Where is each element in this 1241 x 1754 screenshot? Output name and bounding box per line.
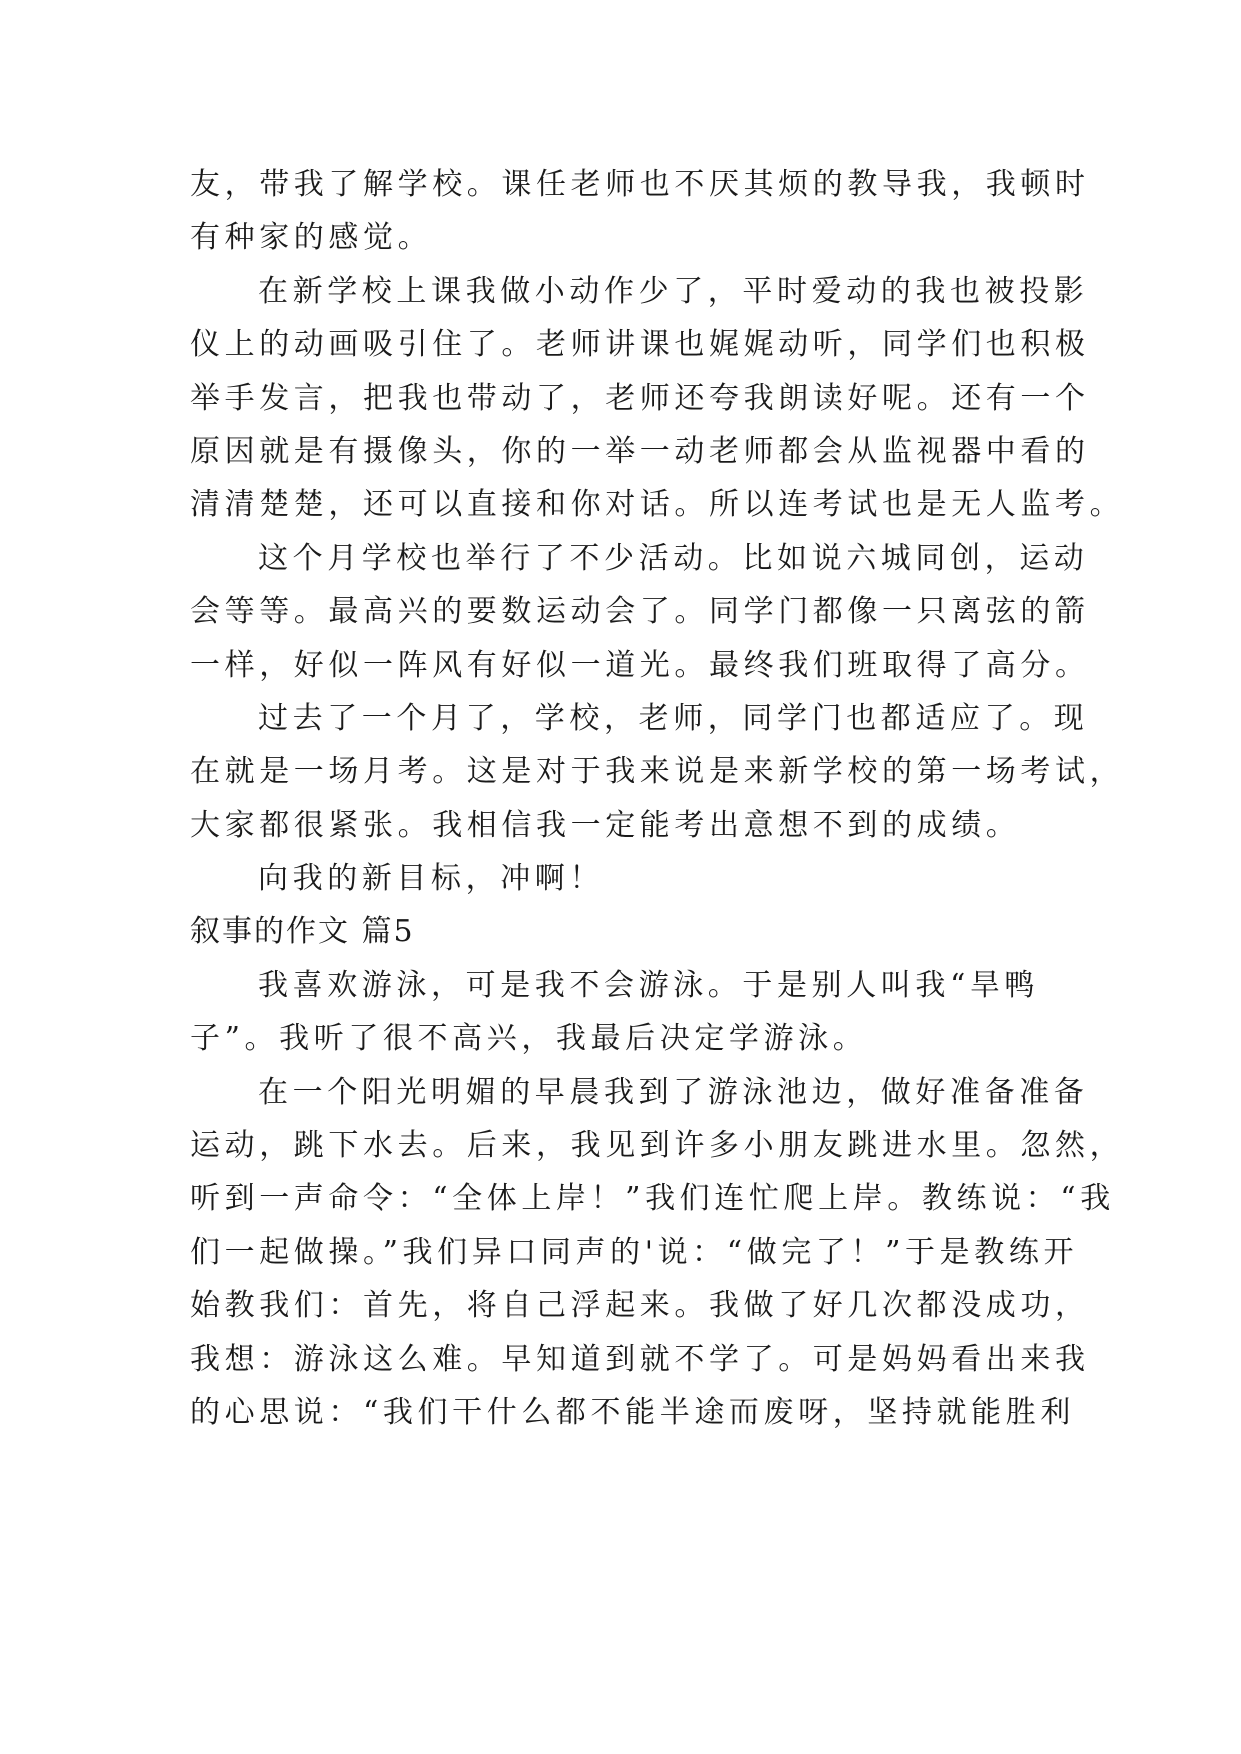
text-line: 会等等。最高兴的要数运动会了。同学门都像一只离弦的箭: [190, 594, 1090, 630]
section-heading: 叙事的作文 篇5: [190, 914, 415, 950]
text-line: 一样，好似一阵风有好似一道光。最终我们班取得了高分。: [190, 647, 1090, 683]
text-line: 们一起做操。”我们异口同声的'说：“做完了！”于是教练开: [190, 1234, 1079, 1270]
text-line: 举手发言，把我也带动了，老师还夸我朗读好呢。还有一个: [190, 380, 1090, 416]
text-line: 原因就是有摄像头，你的一举一动老师都会从监视器中看的: [190, 433, 1090, 469]
text-line: 友，带我了解学校。课任老师也不厌其烦的教导我，我顿时: [190, 167, 1090, 202]
text-line: 我想：游泳这么难。早知道到就不学了。可是妈妈看出来我: [190, 1341, 1090, 1377]
text-line: 子”。我听了很不高兴，我最后决定学游泳。: [190, 1021, 868, 1057]
document-body: [190, 158, 1125, 1439]
text-line: 大家都很紧张。我相信我一定能考出意想不到的成绩。: [190, 807, 1021, 843]
text-line: 我喜欢游泳，可是我不会游泳。于是别人叫我“旱鸭: [258, 967, 1040, 1003]
text-line: 这个月学校也举行了不少活动。比如说六城同创，运动: [258, 540, 1089, 576]
text-line: 听到一声命令：“全体上岸！”我们连忙爬上岸。教练说：“我: [190, 1181, 1115, 1217]
text-line: 在一个阳光明媚的早晨我到了游泳池边，做好准备准备: [258, 1074, 1089, 1110]
text-line: 过去了一个月了，学校，老师，同学门也都适应了。现: [258, 700, 1089, 736]
text-line: 始教我们：首先，将自己浮起来。我做了好几次都没成功，: [190, 1288, 1090, 1324]
text-line: 运动，跳下水去。后来，我见到许多小朋友跳进水里。忽然，: [190, 1128, 1125, 1164]
text-line: 有种家的感觉。: [190, 220, 433, 256]
text-line: 的心思说：“我们干什么都不能半途而废呀，坚持就能胜利: [190, 1394, 1075, 1430]
text-line: 向我的新目标，冲啊！: [258, 861, 604, 897]
text-line: 在就是一场月考。这是对于我来说是来新学校的第一场考试，: [190, 754, 1125, 790]
text-line: 仪上的动画吸引住了。老师讲课也娓娓动听，同学们也积极: [190, 327, 1090, 363]
text-line: 清清楚楚，还可以直接和你对话。所以连考试也是无人监考。: [190, 487, 1125, 523]
text-line: 在新学校上课我做小动作少了，平时爱动的我也被投影: [258, 273, 1089, 309]
